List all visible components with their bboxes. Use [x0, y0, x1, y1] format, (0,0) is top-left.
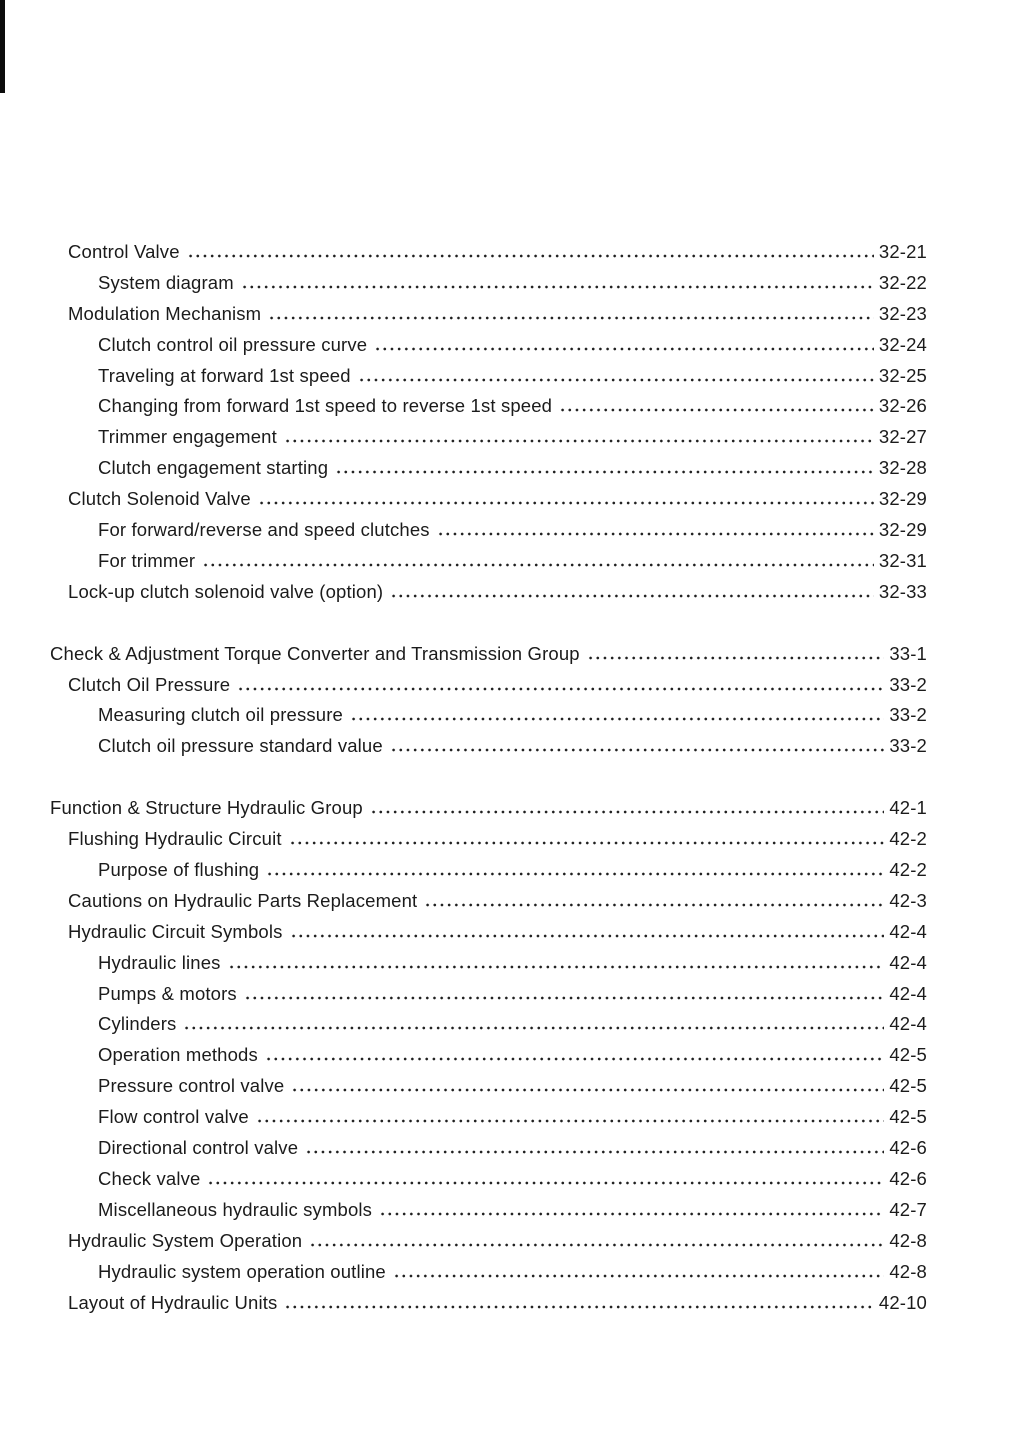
- dot-leader: [393, 1274, 884, 1278]
- toc-entry-page: 33-2: [889, 735, 927, 757]
- toc-entry-page: 32-29: [878, 519, 927, 541]
- toc-entry-label: Directional control valve: [98, 1137, 299, 1159]
- toc-entry-label: Purpose of flushing: [98, 859, 260, 881]
- toc-entry-page: 42-5: [889, 1044, 927, 1066]
- toc-entry-label: Clutch control oil pressure curve: [98, 333, 368, 355]
- toc-entry: [50, 855, 927, 886]
- dot-leader: [424, 903, 884, 907]
- dot-leader: [390, 594, 874, 598]
- dot-leader: [187, 254, 874, 258]
- dot-leader: [258, 501, 874, 505]
- dot-leader: [256, 1119, 885, 1123]
- dot-leader: [374, 347, 874, 351]
- toc-entry-page: 32-25: [878, 364, 927, 386]
- toc-entry: [50, 917, 927, 948]
- scan-edge-artifact: [0, 0, 5, 93]
- toc-entry: [50, 268, 927, 299]
- toc-entry: [50, 639, 927, 670]
- toc-entry-label: Hydraulic lines: [98, 951, 221, 973]
- dot-leader: [244, 996, 885, 1000]
- toc-entry-label: Layout of Hydraulic Units: [68, 1291, 278, 1313]
- toc-entry-page: 42-2: [889, 828, 927, 850]
- toc-entry: [50, 700, 927, 731]
- dot-leader: [559, 408, 874, 412]
- toc-entry-label: Flushing Hydraulic Circuit: [68, 828, 282, 850]
- toc-entry: [50, 948, 927, 979]
- toc-entry: [50, 793, 927, 824]
- toc-entry-label: Hydraulic System Operation: [68, 1229, 303, 1251]
- dot-leader: [183, 1026, 884, 1030]
- toc-entry: [50, 1257, 927, 1288]
- toc-entry-page: 32-33: [878, 580, 927, 602]
- toc-entry-page: 42-10: [878, 1291, 927, 1313]
- toc-entry-label: Measuring clutch oil pressure: [98, 704, 343, 726]
- toc-entry-label: Traveling at forward 1st speed: [98, 364, 351, 386]
- toc-entry: [50, 577, 927, 608]
- toc-entry-label: Hydraulic Circuit Symbols: [68, 920, 283, 942]
- toc-entry: [50, 1009, 927, 1040]
- toc-entry: [50, 299, 927, 330]
- toc-entry-label: System diagram: [98, 271, 234, 293]
- dot-leader: [284, 439, 874, 443]
- toc-section: [50, 639, 927, 763]
- toc-entry-page: 42-2: [889, 859, 927, 881]
- dot-leader: [379, 1212, 884, 1216]
- toc-entry-page: 32-21: [878, 241, 927, 262]
- dot-leader: [587, 656, 885, 660]
- toc-entry-page: 32-31: [878, 549, 927, 571]
- toc-entry-label: Check & Adjustment Torque Converter and Transmission Group: [50, 642, 580, 664]
- toc-entry: [50, 330, 927, 361]
- toc-entry-label: Control Valve: [68, 241, 180, 262]
- dot-leader: [289, 841, 885, 845]
- dot-leader: [305, 1150, 884, 1154]
- toc-entry-label: Modulation Mechanism: [68, 302, 262, 324]
- toc-entry-label: Lock-up clutch solenoid valve (option): [68, 580, 384, 602]
- toc-entry-label: Clutch oil pressure standard value: [98, 735, 383, 757]
- toc-entry-page: 32-24: [878, 333, 927, 355]
- dot-leader: [291, 1088, 884, 1092]
- toc-entry: [50, 1133, 927, 1164]
- toc-section: [50, 237, 927, 608]
- toc-entry-label: Trimmer engagement: [98, 426, 277, 448]
- toc-entry-page: 42-7: [889, 1198, 927, 1220]
- toc-entry-label: Hydraulic system operation outline: [98, 1260, 386, 1282]
- toc-entry-label: Changing from forward 1st speed to reverse 1st speed: [98, 395, 553, 417]
- dot-leader: [207, 1181, 884, 1185]
- toc-entry-label: For trimmer: [98, 549, 196, 571]
- dot-leader: [309, 1243, 884, 1247]
- toc-entry: [50, 484, 927, 515]
- toc-entry-label: Miscellaneous hydraulic symbols: [98, 1198, 373, 1220]
- table-of-contents: [50, 237, 927, 1349]
- dot-leader: [237, 687, 884, 691]
- dot-leader: [265, 1057, 884, 1061]
- toc-entry: [50, 453, 927, 484]
- toc-entry-label: Cautions on Hydraulic Parts Replacement: [68, 889, 418, 911]
- toc-entry-page: 33-1: [889, 642, 927, 664]
- toc-entry-page: 42-5: [889, 1106, 927, 1128]
- dot-leader: [202, 563, 874, 567]
- toc-entry-page: 42-5: [889, 1075, 927, 1097]
- toc-entry: [50, 979, 927, 1010]
- toc-entry: [50, 670, 927, 701]
- toc-entry-page: 33-2: [889, 704, 927, 726]
- toc-entry-page: 42-4: [889, 951, 927, 973]
- toc-entry: [50, 1226, 927, 1257]
- toc-entry-page: 32-26: [878, 395, 927, 417]
- dot-leader: [370, 810, 885, 814]
- toc-entry-label: For forward/reverse and speed clutches: [98, 519, 430, 541]
- toc-section: [50, 793, 927, 1318]
- toc-entry: [50, 1071, 927, 1102]
- toc-entry: [50, 824, 927, 855]
- dot-leader: [268, 316, 874, 320]
- toc-entry-page: 32-29: [878, 488, 927, 510]
- toc-entry-page: 32-27: [878, 426, 927, 448]
- toc-entry-page: 42-3: [889, 889, 927, 911]
- dot-leader: [437, 532, 874, 536]
- toc-entry: [50, 1102, 927, 1133]
- toc-entry: [50, 361, 927, 392]
- dot-leader: [284, 1305, 874, 1309]
- toc-entry-label: Check valve: [98, 1167, 201, 1189]
- toc-entry: [50, 1288, 927, 1319]
- toc-entry: [50, 886, 927, 917]
- toc-entry-page: 32-28: [878, 457, 927, 479]
- toc-entry-label: Pressure control valve: [98, 1075, 285, 1097]
- toc-entry-label: Flow control valve: [98, 1106, 249, 1128]
- toc-entry-page: 42-1: [889, 797, 927, 819]
- toc-entry-page: 33-2: [889, 673, 927, 695]
- toc-entry-label: Operation methods: [98, 1044, 258, 1066]
- toc-entry-label: Cylinders: [98, 1013, 177, 1035]
- toc-entry-page: 32-23: [878, 302, 927, 324]
- dot-leader: [358, 378, 874, 382]
- toc-entry-label: Clutch Oil Pressure: [68, 673, 231, 695]
- toc-entry: [50, 1164, 927, 1195]
- dot-leader: [266, 872, 884, 876]
- toc-entry-page: 42-8: [889, 1229, 927, 1251]
- toc-entry: [50, 731, 927, 762]
- toc-entry: [50, 391, 927, 422]
- dot-leader: [335, 470, 874, 474]
- toc-entry-page: 42-6: [889, 1137, 927, 1159]
- toc-entry: [50, 515, 927, 546]
- toc-entry-label: Pumps & motors: [98, 982, 237, 1004]
- toc-entry-label: Function & Structure Hydraulic Group: [50, 797, 363, 819]
- toc-entry: [50, 546, 927, 577]
- toc-entry-page: 42-8: [889, 1260, 927, 1282]
- dot-leader: [390, 748, 885, 752]
- toc-entry: [50, 1040, 927, 1071]
- dot-leader: [290, 934, 885, 938]
- toc-entry: [50, 237, 927, 268]
- dot-leader: [350, 717, 884, 721]
- toc-entry-label: Clutch Solenoid Valve: [68, 488, 251, 510]
- toc-entry-label: Clutch engagement starting: [98, 457, 329, 479]
- dot-leader: [228, 965, 885, 969]
- toc-entry-page: 32-22: [878, 271, 927, 293]
- toc-entry-page: 42-6: [889, 1167, 927, 1189]
- toc-entry: [50, 422, 927, 453]
- toc-entry-page: 42-4: [889, 920, 927, 942]
- toc-entry-page: 42-4: [889, 982, 927, 1004]
- dot-leader: [241, 285, 874, 289]
- toc-entry-page: 42-4: [889, 1013, 927, 1035]
- toc-entry: [50, 1195, 927, 1226]
